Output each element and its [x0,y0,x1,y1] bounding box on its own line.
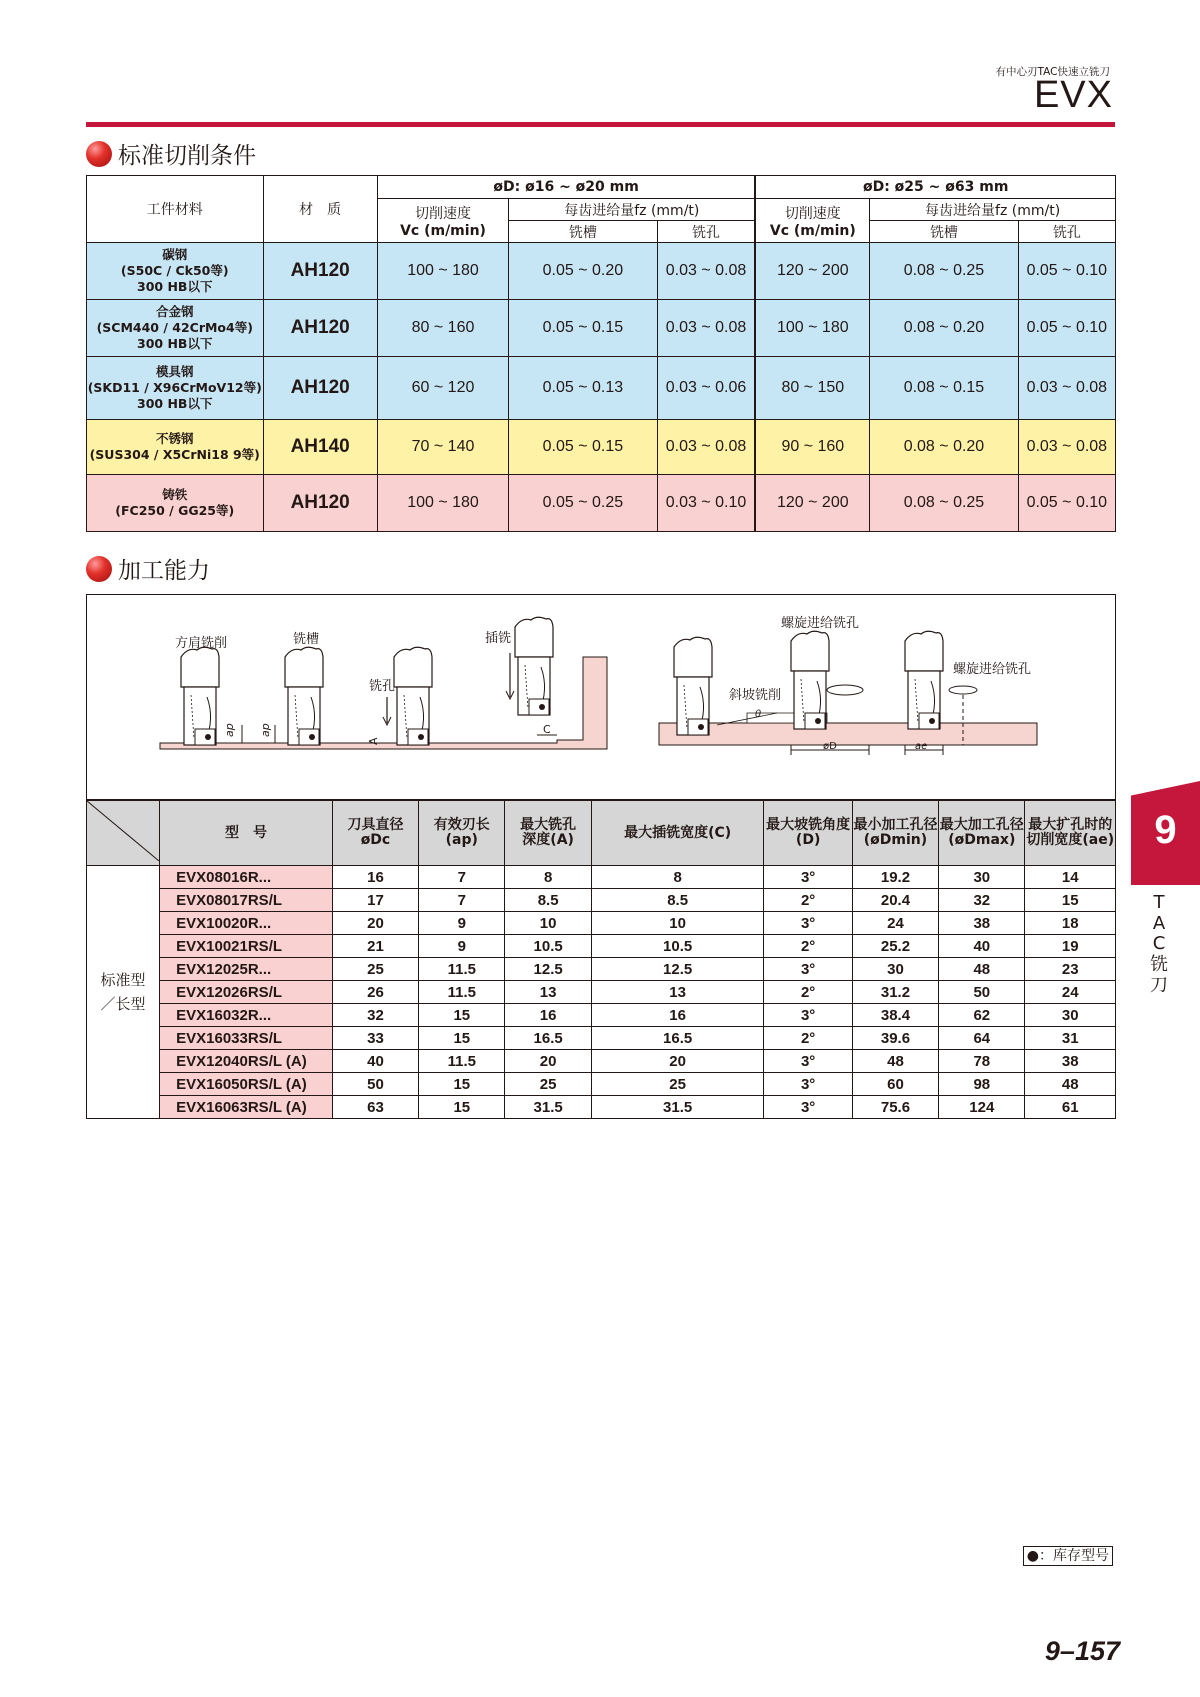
header-vc-large [755,199,869,243]
material-name: 铸铁 [162,486,188,502]
material-cell [87,475,264,532]
header-dmin [852,801,938,866]
c-cell: 25 [591,1073,764,1096]
dmin-cell: 48 [852,1050,938,1073]
d-cell: 3° [764,958,852,981]
vc-label: 切削速度 [415,205,472,222]
machining-illustration [87,595,1115,799]
c-cell: 8.5 [591,889,764,912]
fz-hole-cell: 0.03 ~ 0.10 [657,475,755,532]
vc-cell: 100 ~ 180 [377,243,508,300]
dmax-cell: 50 [939,981,1025,1004]
c-cell: 31.5 [591,1096,764,1119]
chapter-char: C [1152,933,1166,955]
grade-cell: AH120 [263,357,377,420]
capability-row [87,935,1116,958]
material-cell [87,420,264,475]
ap-cell: 7 [419,889,505,912]
ap-label: 有效刃长 [433,816,490,833]
fz-hole-cell: 0.05 ~ 0.10 [1018,243,1115,300]
ae-unit: 切削宽度(ae) [1026,832,1115,849]
cutting-row [87,475,1116,532]
cutting-conditions-table [86,175,1116,532]
header-c: 最大插铣宽度(C) [591,801,764,866]
material-standard: (FC250 / GG25等) [115,503,235,518]
header-fz-large: 每齿进给量fz (mm/t) [870,199,1116,221]
capability-row [87,912,1116,935]
header-vc-small [377,199,508,243]
dmin-cell: 38.4 [852,1004,938,1027]
a-cell: 10 [505,912,591,935]
vc-cell: 70 ~ 140 [377,420,508,475]
d-label: 最大坡铣角度 [766,816,851,833]
d-cell: 3° [764,866,852,889]
fz-slot-cell: 0.05 ~ 0.25 [509,475,657,532]
label-ae: ae [915,741,928,752]
label-ap-2: ap [259,723,272,737]
c-cell: 16 [591,1004,764,1027]
header-fz-small: 每齿进给量fz (mm/t) [509,199,756,221]
a-cell: 8 [505,866,591,889]
d-unit: (D) [795,832,821,849]
capability-row [87,1096,1116,1119]
section-title: 加工能力 [118,558,210,584]
header-dmax [939,801,1025,866]
vc-cell: 80 ~ 150 [755,357,869,420]
dc-cell: 50 [332,1073,418,1096]
dmax-cell: 40 [939,935,1025,958]
header-dc [332,801,418,866]
c-cell: 12.5 [591,958,764,981]
diagonal-divider [87,801,159,861]
material-name: 碳钢 [162,246,188,262]
header-d [764,801,852,866]
tool-helical-2 [905,631,943,729]
material-name: 模具钢 [155,363,194,379]
tool-plunge-milling [515,617,553,715]
capability-row [87,866,1116,889]
dc-cell: 16 [332,866,418,889]
model-cell: EVX08016R... [160,866,333,889]
vc-cell: 120 ~ 200 [755,243,869,300]
d-cell: 2° [764,1027,852,1050]
dmin-cell: 20.4 [852,889,938,912]
ap-cell: 15 [419,1004,505,1027]
label-plunge: 插铣 [485,631,512,646]
capability-row [87,981,1116,1004]
header-ae [1025,801,1116,866]
label-slot: 铣槽 [293,632,320,647]
dmin-cell: 25.2 [852,935,938,958]
grade-cell: AH120 [263,475,377,532]
a-cell: 25 [505,1073,591,1096]
tool-shoulder-milling [181,647,219,745]
dmax-cell: 124 [939,1096,1025,1119]
header-a [505,801,591,866]
d-cell: 3° [764,1004,852,1027]
material-cell [87,300,264,357]
c-cell: 10 [591,912,764,935]
a-cell: 31.5 [505,1096,591,1119]
header-range-small: øD: ø16 ~ ø20 mm [377,176,755,199]
machining-diagram [86,594,1116,800]
vc-cell: 120 ~ 200 [755,475,869,532]
vc-unit: Vc (m/min) [769,222,856,239]
ap-cell: 15 [419,1096,505,1119]
vc-cell: 80 ~ 160 [377,300,508,357]
capability-row [87,958,1116,981]
ae-cell: 24 [1025,981,1116,1004]
model-cell: EVX12025R... [160,958,333,981]
dc-cell: 20 [332,912,418,935]
dmin-cell: 19.2 [852,866,938,889]
ap-cell: 15 [419,1073,505,1096]
d-cell: 3° [764,1096,852,1119]
a-cell: 20 [505,1050,591,1073]
chapter-char: 铣 [1150,954,1168,976]
chapter-number: 9 [1154,808,1177,852]
d-cell: 2° [764,935,852,958]
material-hardness: 300 HB以下 [137,396,213,412]
header-hole: 铣孔 [657,221,755,243]
d-cell: 3° [764,1050,852,1073]
fz-hole-cell: 0.03 ~ 0.08 [657,420,755,475]
capability-row [87,1027,1116,1050]
a-cell: 13 [505,981,591,1004]
d-cell: 3° [764,1073,852,1096]
a-unit: 深度(A) [522,832,574,849]
vc-cell: 60 ~ 120 [377,357,508,420]
label-ramp: 斜坡铣削 [729,688,782,703]
header-ap [419,801,505,866]
dmax-cell: 30 [939,866,1025,889]
a-cell: 16 [505,1004,591,1027]
model-cell: EVX08017RS/L [160,889,333,912]
ae-cell: 15 [1025,889,1116,912]
header-rule [86,122,1115,127]
fz-slot-cell: 0.08 ~ 0.15 [870,357,1018,420]
a-cell: 16.5 [505,1027,591,1050]
header-corner [87,801,160,866]
dmax-cell: 38 [939,912,1025,935]
a-cell: 10.5 [505,935,591,958]
dmin-cell: 60 [852,1073,938,1096]
fz-slot-cell: 0.05 ~ 0.15 [509,300,657,357]
header-range-large: øD: ø25 ~ ø63 mm [755,176,1115,199]
label-a: A [367,737,380,745]
fz-slot-cell: 0.05 ~ 0.20 [509,243,657,300]
dc-label: 刀具直径 [347,816,404,833]
label-shoulder: 方肩铣削 [175,636,228,651]
vc-unit: Vc (m/min) [400,222,486,239]
ap-unit: (ap) [445,832,478,849]
ap-cell: 7 [419,866,505,889]
c-cell: 16.5 [591,1027,764,1050]
a-label: 最大铣孔 [520,816,577,833]
tool-hole-milling [394,647,432,745]
stock-legend: ●：库存型号 [1023,1546,1113,1566]
ap-cell: 11.5 [419,958,505,981]
fz-hole-cell: 0.05 ~ 0.10 [1018,475,1115,532]
material-standard: (S50C / Ck50等) [120,262,229,278]
ae-cell: 14 [1025,866,1116,889]
dc-cell: 26 [332,981,418,1004]
model-cell: EVX16063RS/L (A) [160,1096,333,1119]
model-cell: EVX10020R... [160,912,333,935]
bullet-icon [86,141,112,167]
ae-cell: 38 [1025,1050,1116,1073]
ap-cell: 11.5 [419,1050,505,1073]
cutting-row [87,243,1116,300]
section-title: 标准切削条件 [118,143,256,169]
fz-slot-cell: 0.08 ~ 0.25 [870,243,1018,300]
model-cell: EVX12026RS/L [160,981,333,1004]
dmax-unit: (øDmax) [948,832,1016,849]
dc-cell: 21 [332,935,418,958]
material-cell [87,357,264,420]
dmin-cell: 31.2 [852,981,938,1004]
ap-cell: 11.5 [419,981,505,1004]
chapter-char: T [1153,892,1165,913]
section-heading-capability [86,552,210,585]
dc-cell: 40 [332,1050,418,1073]
header-hole: 铣孔 [1018,221,1115,243]
grade-cell: AH120 [263,243,377,300]
material-name: 合金钢 [155,303,194,319]
group-line: 标准型 [100,971,146,990]
dmax-cell: 48 [939,958,1025,981]
label-helical-1: 螺旋进给铣孔 [781,616,860,631]
dmin-cell: 75.6 [852,1096,938,1119]
material-standard: (SKD11 / X96CrMoV12等) [87,379,262,395]
cutting-row [87,420,1116,475]
ap-cell: 9 [419,935,505,958]
dmin-cell: 39.6 [852,1027,938,1050]
dmin-cell: 24 [852,912,938,935]
grade-cell: AH120 [263,300,377,357]
model-cell: EVX12040RS/L (A) [160,1050,333,1073]
fz-hole-cell: 0.03 ~ 0.08 [1018,420,1115,475]
bullet-icon [86,556,112,582]
dmax-cell: 98 [939,1073,1025,1096]
chapter-char: A [1152,912,1166,934]
label-theta: θ [755,709,762,720]
material-hardness: 300 HB以下 [137,279,213,295]
vc-cell: 90 ~ 160 [755,420,869,475]
vc-cell: 100 ~ 180 [377,475,508,532]
fz-hole-cell: 0.05 ~ 0.10 [1018,300,1115,357]
header-slot: 铣槽 [509,221,657,243]
c-cell: 13 [591,981,764,1004]
fz-slot-cell: 0.05 ~ 0.15 [509,420,657,475]
dc-cell: 32 [332,1004,418,1027]
a-cell: 12.5 [505,958,591,981]
capability-row [87,1050,1116,1073]
catalog-subtitle: 有中心刃TAC快速立铣刀 [995,66,1110,78]
capability-row [87,1004,1116,1027]
dmin-label: 最小加工孔径 [853,816,938,833]
series-group-cell [87,866,160,1119]
material-hardness: 300 HB以下 [137,336,213,352]
dc-cell: 25 [332,958,418,981]
ap-cell: 9 [419,912,505,935]
group-line: ／长型 [100,995,146,1014]
d-cell: 2° [764,981,852,1004]
cutting-row [87,357,1116,420]
page-number: 9–157 [1044,1636,1120,1666]
ae-cell: 18 [1025,912,1116,935]
ae-cell: 19 [1025,935,1116,958]
material-standard: (SCM440 / 42CrMo4等) [96,319,253,335]
model-cell: EVX16033RS/L [160,1027,333,1050]
fz-hole-cell: 0.03 ~ 0.06 [657,357,755,420]
capability-row [87,1073,1116,1096]
c-cell: 8 [591,866,764,889]
model-cell: EVX10021RS/L [160,935,333,958]
dmin-unit: (øDmin) [863,832,928,849]
header-model: 型 号 [160,801,333,866]
header-material: 工件材料 [87,176,264,243]
tool-ramp-milling [674,637,712,735]
d-cell: 2° [764,889,852,912]
dmax-label: 最大加工孔径 [939,816,1024,833]
label-c: C [543,723,551,736]
material-cell [87,243,264,300]
chapter-label [1147,893,1171,996]
chapter-char: 刀 [1150,974,1168,996]
dc-unit: øDc [360,832,391,849]
c-cell: 10.5 [591,935,764,958]
fz-slot-cell: 0.08 ~ 0.20 [870,420,1018,475]
c-cell: 20 [591,1050,764,1073]
a-cell: 8.5 [505,889,591,912]
ae-cell: 30 [1025,1004,1116,1027]
fz-slot-cell: 0.05 ~ 0.13 [509,357,657,420]
ap-cell: 15 [419,1027,505,1050]
material-standard: (SUS304 / X5CrNi18 9等) [89,447,260,462]
tool-slotting [285,647,323,745]
dc-cell: 63 [332,1096,418,1119]
material-name: 不锈钢 [155,430,194,446]
dc-cell: 17 [332,889,418,912]
ae-label: 最大扩孔时的 [1028,816,1113,833]
label-od: øD [823,741,837,752]
fz-hole-cell: 0.03 ~ 0.08 [657,300,755,357]
dc-cell: 33 [332,1027,418,1050]
label-ap-1: ap [223,723,236,737]
fz-slot-cell: 0.08 ~ 0.25 [870,475,1018,532]
tool-helical-1 [791,631,829,729]
d-cell: 3° [764,912,852,935]
ae-cell: 31 [1025,1027,1116,1050]
vc-cell: 100 ~ 180 [755,300,869,357]
fz-hole-cell: 0.03 ~ 0.08 [1018,357,1115,420]
label-hole: 铣孔 [369,679,396,694]
fz-hole-cell: 0.03 ~ 0.08 [657,243,755,300]
ae-cell: 23 [1025,958,1116,981]
model-cell: EVX16050RS/L (A) [160,1073,333,1096]
dmin-cell: 30 [852,958,938,981]
ae-cell: 61 [1025,1096,1116,1119]
section-heading-cutting [86,137,256,170]
fz-slot-cell: 0.08 ~ 0.20 [870,300,1018,357]
dmax-cell: 64 [939,1027,1025,1050]
model-cell: EVX16032R... [160,1004,333,1027]
catalog-title: EVX [1033,74,1113,116]
ae-cell: 48 [1025,1073,1116,1096]
header-grade: 材 质 [263,176,377,243]
dmax-cell: 62 [939,1004,1025,1027]
vc-label: 切削速度 [784,205,841,222]
grade-cell: AH140 [263,420,377,475]
cutting-row [87,300,1116,357]
dmax-cell: 32 [939,889,1025,912]
label-helical-2: 螺旋进给铣孔 [953,662,1032,677]
capability-table [86,800,1116,1119]
header-slot: 铣槽 [870,221,1018,243]
capability-row [87,889,1116,912]
dmax-cell: 78 [939,1050,1025,1073]
